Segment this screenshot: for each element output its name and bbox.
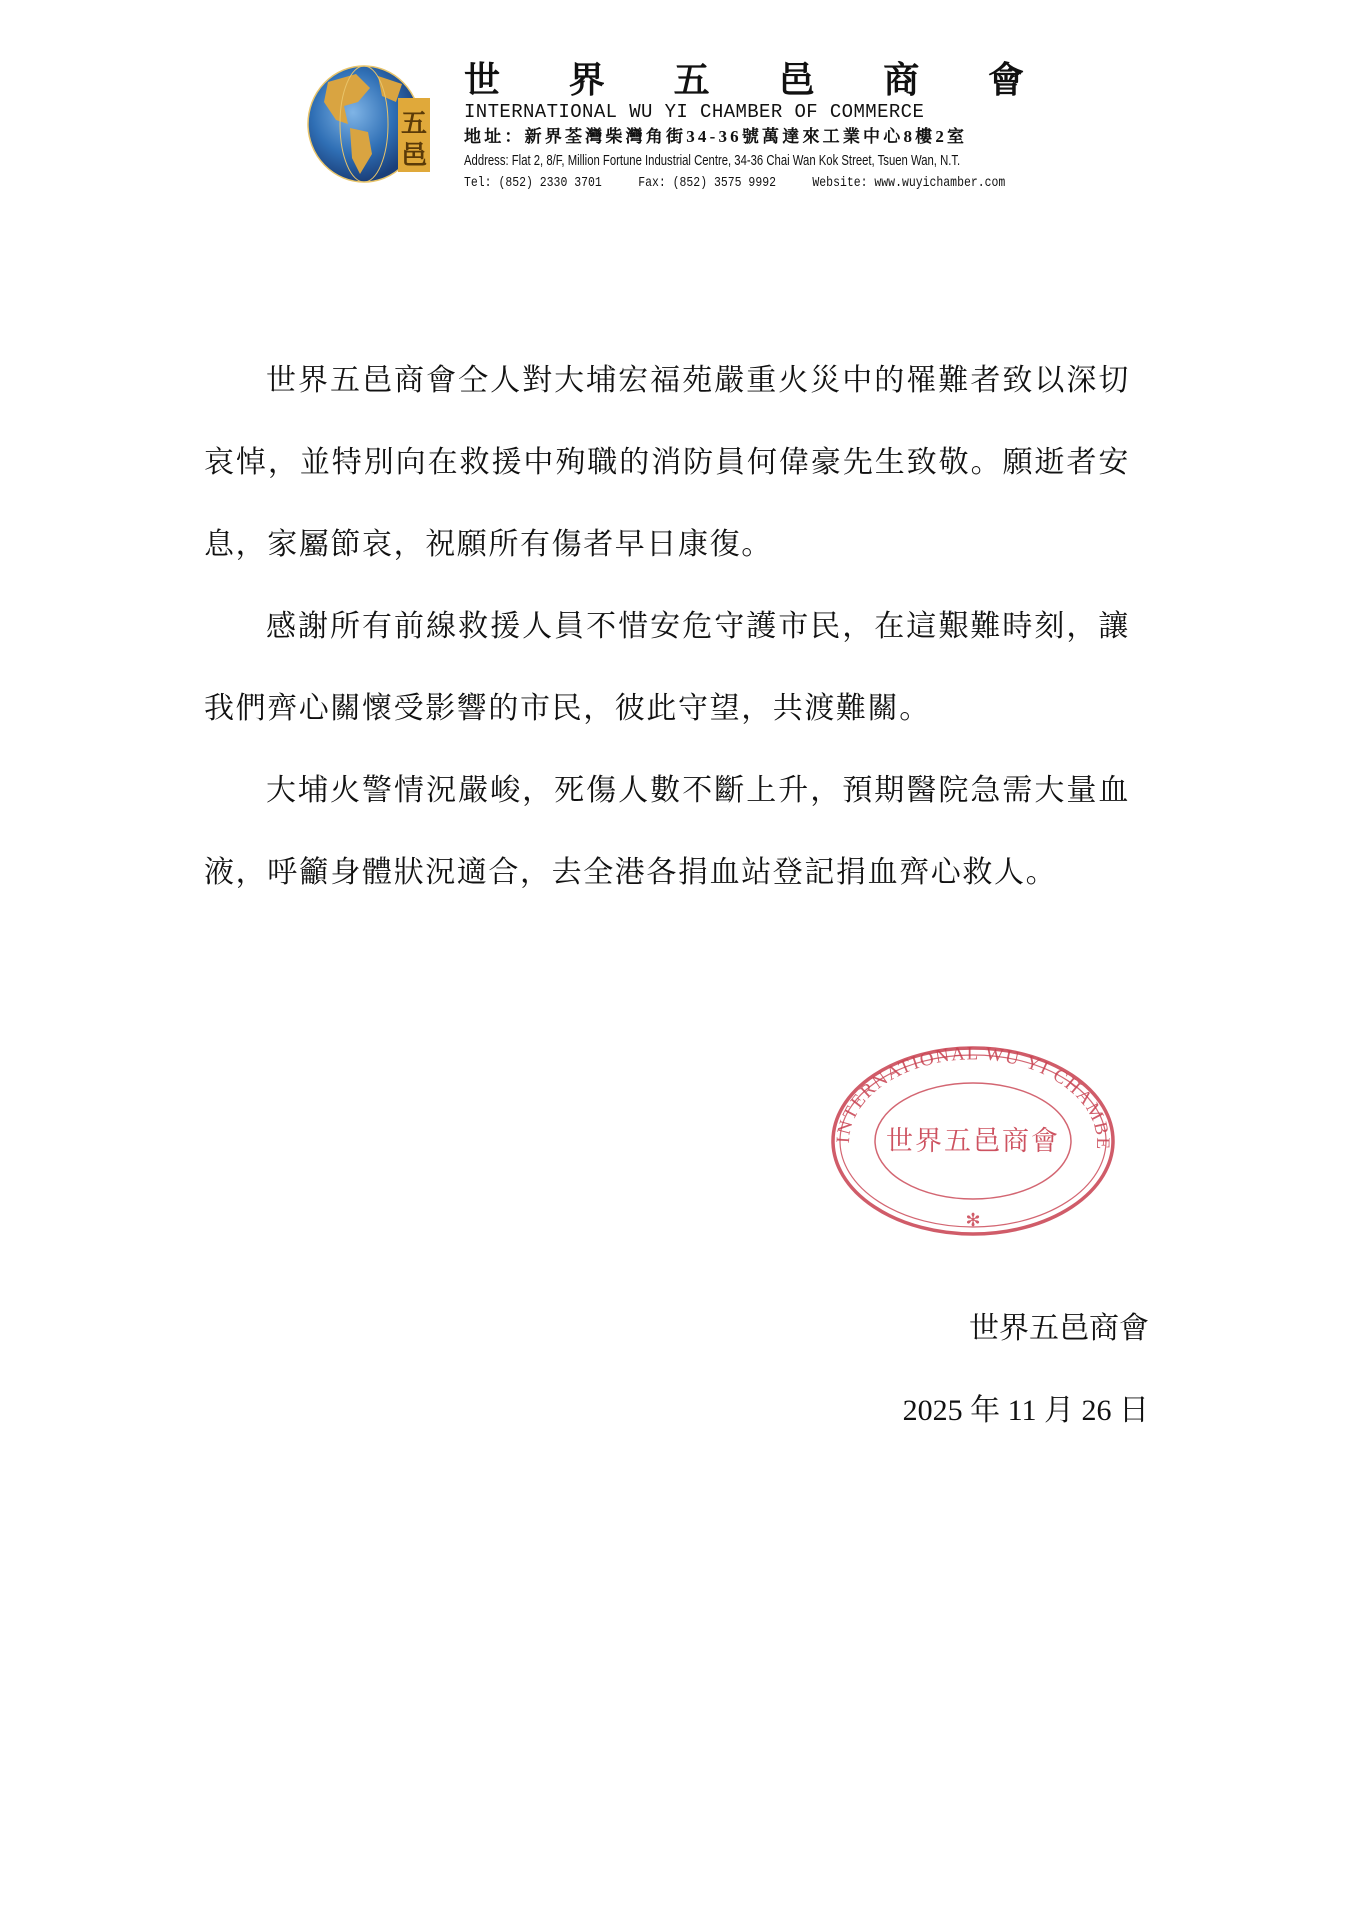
- seal-center-text: 世界五邑商會: [886, 1126, 1060, 1156]
- contact-line: [464, 172, 1038, 194]
- address-zh: 地址：新界荃灣柴灣角街34-36號萬達來工業中心8樓2室: [464, 127, 968, 146]
- chamber-logo: [298, 62, 440, 186]
- title-char: 邑: [778, 60, 815, 100]
- svg-text:邑: 邑: [400, 141, 428, 170]
- address-en: Address: Flat 2, 8/F, Million Fortune Industrial Centre, 34-36 Chai Wan Kok Street, Tsuen Wan, N.T.: [464, 153, 961, 169]
- tel: Tel: (852) 2330 3701: [464, 175, 602, 191]
- paragraph: 世界五邑商會仝人對大埔宏福苑嚴重火災中的罹難者致以深切哀悼，並特別向在救援中殉職的消防員何偉豪先生致敬。願逝者安息，家屬節哀，祝願所有傷者早日康復。: [204, 364, 1130, 561]
- letterhead-title-zh: [464, 58, 1024, 102]
- letterhead-name-en: INTERNATIONAL WU YI CHAMBER OF COMMERCE: [464, 101, 925, 123]
- title-char: 會: [987, 60, 1024, 100]
- globe-logo-icon: [298, 62, 440, 186]
- seal-star: ✻: [965, 1210, 981, 1230]
- title-char: 五: [673, 60, 710, 100]
- title-char: 世: [464, 60, 501, 100]
- svg-text:五: 五: [400, 109, 428, 138]
- seal-ring-text: INTERNATIONAL WU YI CHAMBE: [832, 1043, 1114, 1151]
- website: Website: www.wuyichamber.com: [812, 175, 1006, 191]
- paragraph: 感謝所有前線救援人員不惜安危守護市民，在這艱難時刻，讓我們齊心關懷受影響的市民，彼此守望，共渡難關。: [204, 610, 1130, 725]
- signature-org: 世界五邑商會: [969, 1312, 1149, 1345]
- company-seal: [828, 1042, 1118, 1240]
- signature-date: 2025 年 11 月 26 日: [902, 1394, 1149, 1427]
- title-char: 商: [883, 60, 920, 100]
- letter-body: [204, 340, 1130, 914]
- fax: Fax: (852) 3575 9992: [638, 175, 776, 191]
- signature-block: [903, 1288, 1149, 1452]
- letterhead: [464, 58, 1024, 194]
- paragraph: 大埔火警情況嚴峻，死傷人數不斷上升，預期醫院急需大量血液，呼籲身體狀況適合，去全港各捐血站登記捐血齊心救人。: [204, 774, 1130, 889]
- title-char: 界: [568, 60, 605, 100]
- seal-stamp-icon: [828, 1042, 1118, 1240]
